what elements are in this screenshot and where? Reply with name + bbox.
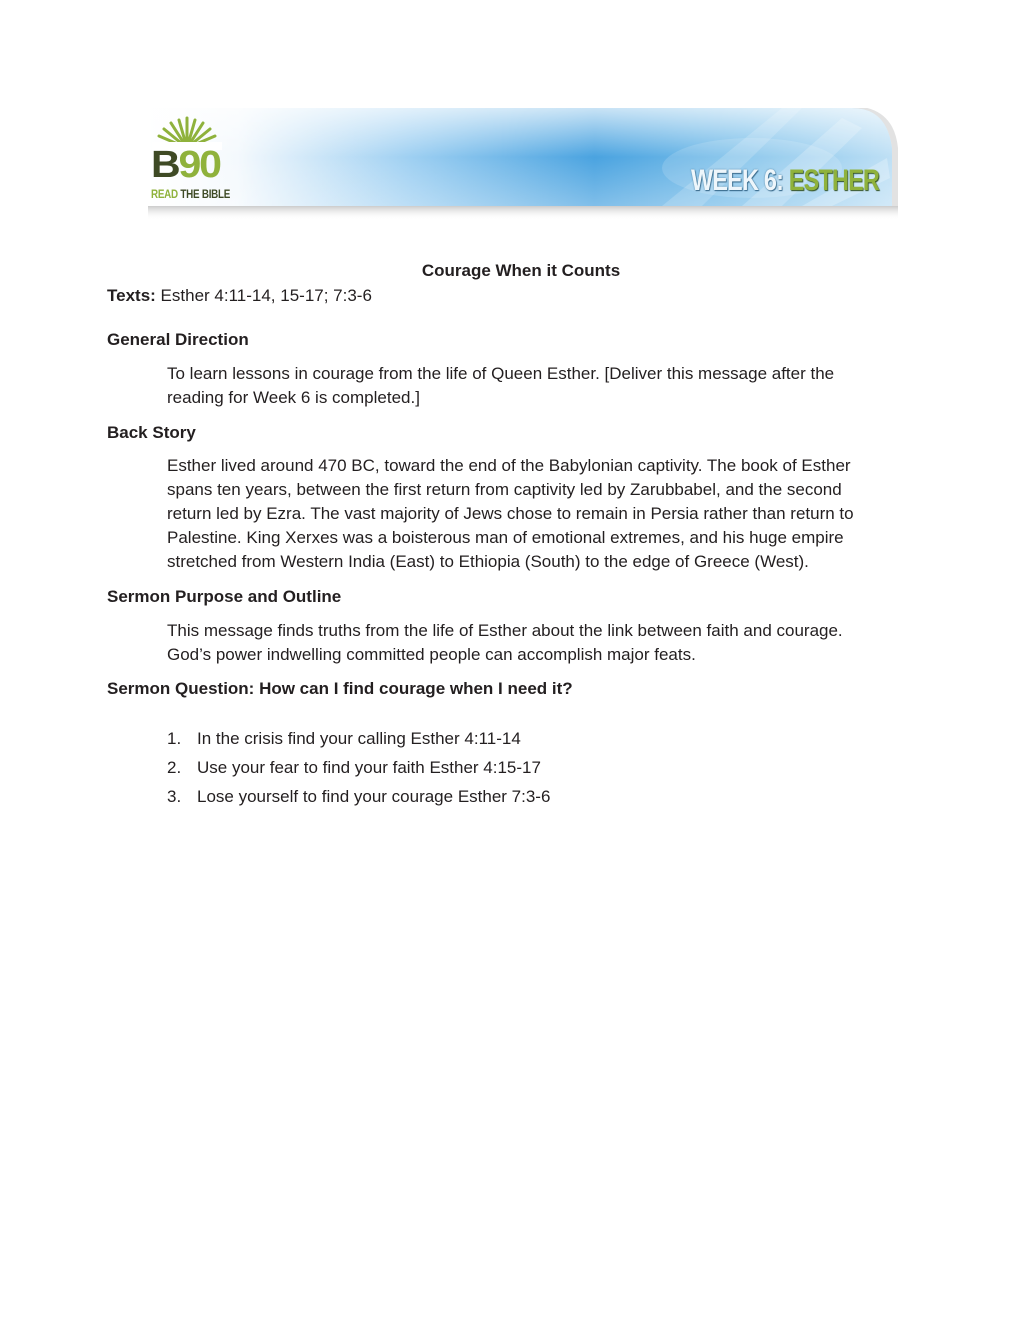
sermon-outline-list [167, 724, 550, 811]
list-item-number: 2. [167, 758, 182, 777]
list-item-text: In the crisis find your calling Esther 4:11-14 [197, 729, 521, 748]
week-label: WEEK 6: ESTHER [690, 164, 879, 197]
logo-read-the-bible: READ THE BIBLE [151, 187, 231, 201]
list-item-text: Use your fear to find your faith Esther 4:15-17 [197, 758, 541, 777]
paragraph-line: This message finds truths from the life of Esther about the link between faith and courage. [167, 621, 843, 640]
logo-b90-text: B90 [151, 144, 220, 186]
list-item [167, 724, 550, 753]
general-direction-heading: General Direction [107, 330, 249, 349]
list-item [167, 782, 550, 811]
paragraph-line: To learn lessons in courage from the life of Queen Esther. [Deliver this message after the [167, 364, 835, 383]
paragraph-line: Palestine. King Xerxes was a boisterous man of emotional extremes, and his huge empire [167, 528, 844, 547]
list-item-number: 3. [167, 787, 182, 806]
paragraph-line: stretched from Western India (East) to Ethiopia (South) to the edge of Greece (West). [167, 552, 809, 571]
b90-logo [146, 112, 231, 208]
paragraph-line: reading for Week 6 is completed.] [167, 388, 420, 407]
paragraph-line: spans ten years, between the first return from captivity led by Zarubbabel, and the second [167, 480, 842, 499]
sermon-purpose-heading: Sermon Purpose and Outline [107, 587, 342, 606]
list-item-number: 1. [167, 729, 182, 748]
texts-value: Esther 4:11-14, 15-17; 7:3-6 [160, 286, 372, 305]
back-story-body [167, 454, 927, 574]
list-item-text: Lose yourself to find your courage Esther 7:3-6 [197, 787, 551, 806]
sermon-question: Sermon Question: How can I find courage when I need it? [107, 679, 573, 698]
back-story-heading: Back Story [107, 423, 196, 442]
texts-label: Texts: [107, 286, 156, 305]
sermon-title: Courage When it Counts [421, 261, 621, 280]
general-direction-body [167, 362, 927, 410]
paragraph-line: God’s power indwelling committed people can accomplish major feats. [167, 645, 696, 664]
paragraph-line: return led by Ezra. The vast majority of Jews chose to remain in Persia rather than return to [167, 504, 854, 523]
header-banner [142, 108, 907, 220]
paragraph-line: Esther lived around 470 BC, toward the end of the Babylonian captivity. The book of Esther [167, 456, 851, 475]
list-item [167, 753, 550, 782]
sermon-purpose-body [167, 619, 927, 667]
texts-line [107, 284, 372, 308]
